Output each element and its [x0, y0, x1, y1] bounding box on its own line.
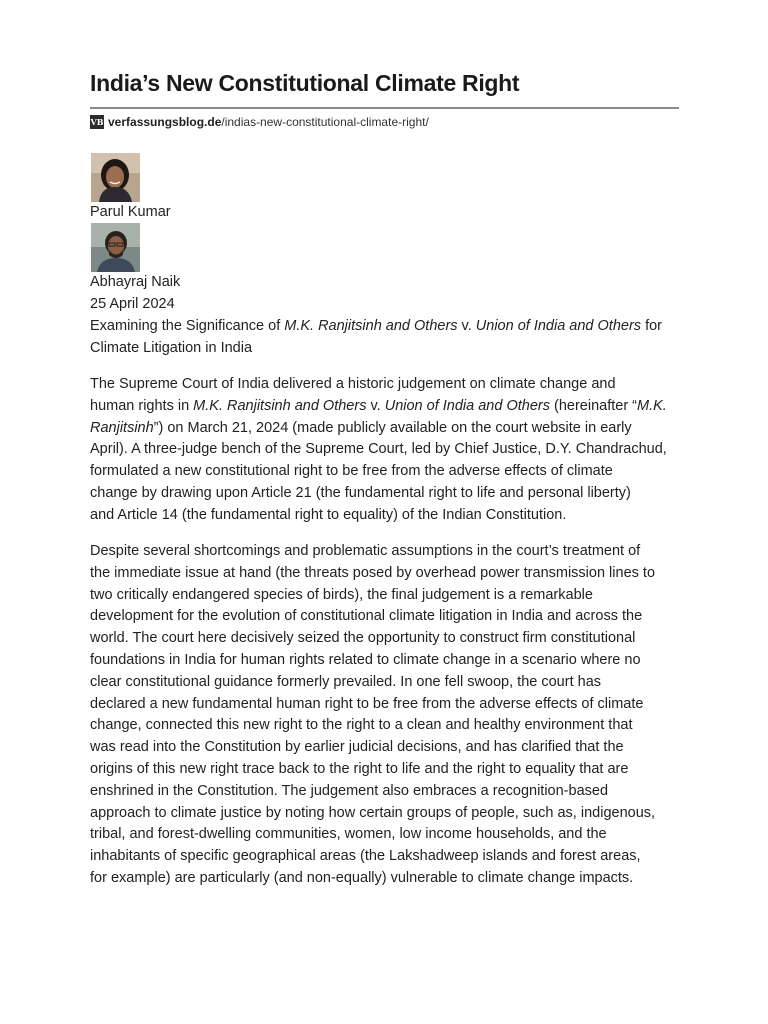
- article-title: India’s New Constitutional Climate Right: [90, 70, 520, 96]
- text-line: formulated a new constitutional right to be free from the adverse effects of climate: [90, 463, 613, 480]
- text-line: was read into the Constitution by earlier judicial decisions, and has clarified that the: [90, 739, 624, 756]
- case-name: Union of India and Others: [384, 397, 550, 414]
- text-line: inhabitants of specific geographical areas (the Lakshadweep islands and forest areas,: [90, 848, 641, 865]
- text-line: enshrined in the Constitution. The judgement also embraces a recognition-based: [90, 782, 609, 799]
- title-divider: [90, 107, 679, 109]
- text-line: change by drawing upon Article 21 (the fundamental right to life and personal liberty): [90, 484, 631, 501]
- body-paragraph-1: [90, 374, 686, 527]
- source-path[interactable]: /indias-new-constitutional-climate-right/: [221, 115, 429, 129]
- text-line: development for the evolution of constitutional climate litigation in India and across the: [90, 608, 643, 625]
- text-line: declared a new fundamental human right to be free from the adverse effects of climate: [90, 695, 644, 712]
- case-name: M.K. Ranjitsinh and Others: [193, 397, 367, 414]
- text-line: foundations in India for human rights related to climate change in a scenario where no: [90, 651, 641, 668]
- author-photo-parul-kumar: [91, 153, 140, 202]
- text-line: tribal, and forest-dwelling communities, women, low income households, and the: [90, 826, 607, 843]
- text-line: approach to climate justice by noting how certain groups of people, such as, indigenous,: [90, 804, 656, 821]
- author-photo-abhayraj-naik: [91, 223, 140, 272]
- text-line: change, connected this new right to the right to a clean and healthy environment that: [90, 717, 633, 734]
- publication-date: 25 April 2024: [90, 296, 175, 312]
- text-line: for example) are particularly (and non-equally) vulnerable to climate change impacts.: [90, 869, 634, 886]
- article-subtitle-line2: Climate Litigation in India: [90, 340, 253, 356]
- text-line: The Supreme Court of India delivered a historic judgement on climate change and: [90, 376, 616, 392]
- article-subtitle: Examining the Significance of M.K. Ranjitsinh and Others v. Union of India and Others for: [90, 318, 662, 334]
- text-line: origins of this new right trace back to the right to life and the right to equality that are: [90, 760, 629, 777]
- author-name: Parul Kumar: [90, 204, 171, 220]
- source-domain[interactable]: verfassungsblog.de: [108, 115, 222, 129]
- text-line: Despite several shortcomings and problematic assumptions in the court’s treatment of: [90, 543, 641, 559]
- text-line: and Article 14 (the fundamental right to equality) of the Indian Constitution.: [90, 506, 567, 523]
- case-name: M.K. Ranjitsinh and Others: [284, 318, 458, 334]
- author-name: Abhayraj Naik: [90, 274, 181, 290]
- text-line: the immediate issue at hand (the threats posed by overhead power transmission lines to: [90, 564, 656, 581]
- body-paragraph-2: [90, 541, 686, 890]
- text-line: two critically endangered species of birds), the final judgement is a remarkable: [90, 586, 593, 603]
- text-line: clear constitutional guidance formerly prevailed. In one fell swoop, the court has: [90, 673, 602, 690]
- text-line: world. The court here decisively seized the opportunity to construct firm constitutional: [90, 630, 636, 647]
- verfassungsblog-logo-icon: VB: [90, 117, 104, 127]
- case-name: Union of India and Others: [475, 318, 642, 334]
- source-link[interactable]: [90, 114, 429, 130]
- text-line: April). A three-judge bench of the Supreme Court, led by Chief Justice, D.Y. Chandrachud,: [90, 441, 667, 458]
- text-line: human rights in M.K. Ranjitsinh and Others v. Union of India and Others (hereinafter “M.K.: [90, 397, 667, 414]
- text-line: Ranjitsinh”) on March 21, 2024 (made publicly available on the court website in early: [90, 419, 632, 436]
